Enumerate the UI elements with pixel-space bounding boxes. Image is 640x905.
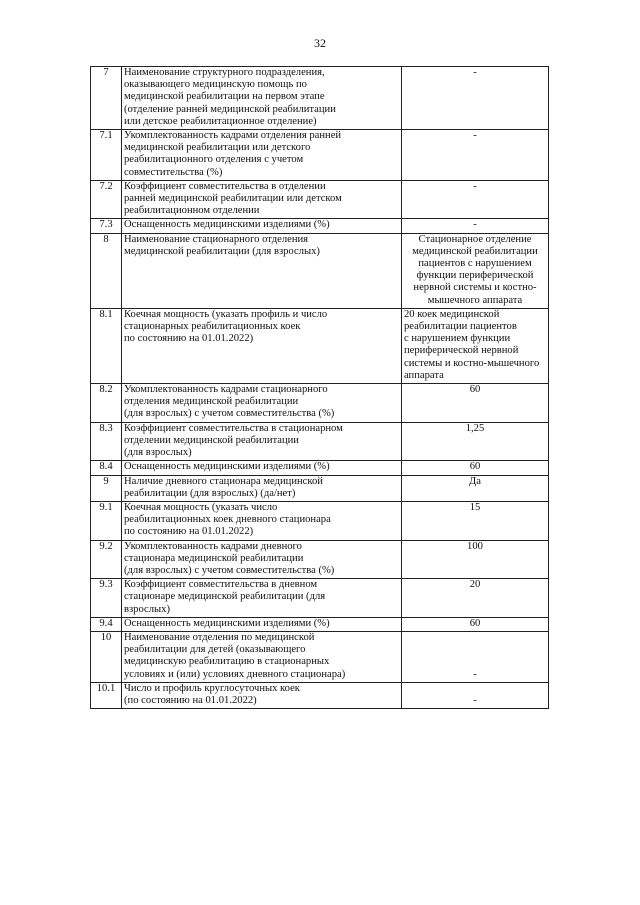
row-description: Оснащенность медицинскими изделиями (%) bbox=[122, 219, 402, 233]
row-number: 8.2 bbox=[91, 384, 122, 423]
row-value: - bbox=[402, 67, 549, 130]
row-value: 60 bbox=[402, 617, 549, 631]
row-description: Оснащенность медицинскими изделиями (%) bbox=[122, 617, 402, 631]
row-number: 9.2 bbox=[91, 540, 122, 579]
row-value: 20 коек медицинской реабилитации пациентов с нарушением функции периферической нервной системы и костно-мышечного аппарата bbox=[402, 308, 549, 383]
row-number: 8.1 bbox=[91, 308, 122, 383]
table-row bbox=[91, 682, 549, 708]
row-description: Коэффициент совместительства в дневном стационаре медицинской реабилитации (для взрослых) bbox=[122, 579, 402, 618]
row-number: 7.2 bbox=[91, 180, 122, 219]
row-value: Стационарное отделение медицинской реабилитации пациентов с нарушением функции периферической нервной системы и костно- мышечного аппарата bbox=[402, 233, 549, 308]
row-number: 10.1 bbox=[91, 682, 122, 708]
row-number: 7.1 bbox=[91, 130, 122, 181]
row-number: 7.3 bbox=[91, 219, 122, 233]
row-description: Коечная мощность (указать число реабилитационных коек дневного стационара по состоянию на 01.01.2022) bbox=[122, 501, 402, 540]
table-row bbox=[91, 631, 549, 682]
row-number: 9 bbox=[91, 475, 122, 501]
row-value: Да bbox=[402, 475, 549, 501]
page-number: 32 bbox=[314, 36, 326, 50]
table-row bbox=[91, 130, 549, 181]
row-description: Коэффициент совместительства в стационарном отделении медицинской реабилитации (для взрослых) bbox=[122, 422, 402, 461]
table-row bbox=[91, 617, 549, 631]
row-description: Число и профиль круглосуточных коек (по состоянию на 01.01.2022) bbox=[122, 682, 402, 708]
table-row bbox=[91, 180, 549, 219]
row-value: 15 bbox=[402, 501, 549, 540]
row-value: - bbox=[402, 631, 549, 682]
table-row bbox=[91, 384, 549, 423]
row-description: Укомплектованность кадрами отделения ранней медицинской реабилитации или детского реабилитационного отделения с учетом совместительства (%) bbox=[122, 130, 402, 181]
row-value: 60 bbox=[402, 461, 549, 475]
row-value: - bbox=[402, 219, 549, 233]
table-row bbox=[91, 308, 549, 383]
row-number: 9.1 bbox=[91, 501, 122, 540]
table-row bbox=[91, 233, 549, 308]
row-description: Укомплектованность кадрами дневного стационара медицинской реабилитации (для взрослых) с учетом совместительства (%) bbox=[122, 540, 402, 579]
row-number: 8.3 bbox=[91, 422, 122, 461]
table-row bbox=[91, 461, 549, 475]
table-row bbox=[91, 501, 549, 540]
row-value: - bbox=[402, 682, 549, 708]
row-number: 7 bbox=[91, 67, 122, 130]
row-value: - bbox=[402, 180, 549, 219]
row-description: Наименование отделения по медицинской реабилитации для детей (оказывающего медицинскую реабилитацию в стационарных условиях и (или) условиях дневного стационара) bbox=[122, 631, 402, 682]
row-value: - bbox=[402, 130, 549, 181]
row-value: 60 bbox=[402, 384, 549, 423]
row-description: Наименование стационарного отделения медицинской реабилитации (для взрослых) bbox=[122, 233, 402, 308]
table-row bbox=[91, 67, 549, 130]
row-description: Коэффициент совместительства в отделении ранней медицинской реабилитации или детском реабилитационном отделении bbox=[122, 180, 402, 219]
table-row bbox=[91, 579, 549, 618]
row-description: Наличие дневного стационара медицинской реабилитации (для взрослых) (да/нет) bbox=[122, 475, 402, 501]
row-description: Наименование структурного подразделения, оказывающего медицинскую помощь по медицинской реабилитации на первом этапе (отделение ранней медицинской реабилитации или детское реабилитационное отделение) bbox=[122, 67, 402, 130]
row-value: 1,25 bbox=[402, 422, 549, 461]
indicators-table bbox=[90, 66, 549, 709]
row-description: Оснащенность медицинскими изделиями (%) bbox=[122, 461, 402, 475]
row-number: 8.4 bbox=[91, 461, 122, 475]
table-row bbox=[91, 475, 549, 501]
row-number: 9.4 bbox=[91, 617, 122, 631]
table-row bbox=[91, 540, 549, 579]
row-number: 9.3 bbox=[91, 579, 122, 618]
row-value: 20 bbox=[402, 579, 549, 618]
row-description: Укомплектованность кадрами стационарного отделения медицинской реабилитации (для взрослых) с учетом совместительства (%) bbox=[122, 384, 402, 423]
row-description: Коечная мощность (указать профиль и число стационарных реабилитационных коек по состоянию на 01.01.2022) bbox=[122, 308, 402, 383]
row-number: 10 bbox=[91, 631, 122, 682]
row-value: 100 bbox=[402, 540, 549, 579]
table-row bbox=[91, 219, 549, 233]
row-number: 8 bbox=[91, 233, 122, 308]
table-row bbox=[91, 422, 549, 461]
